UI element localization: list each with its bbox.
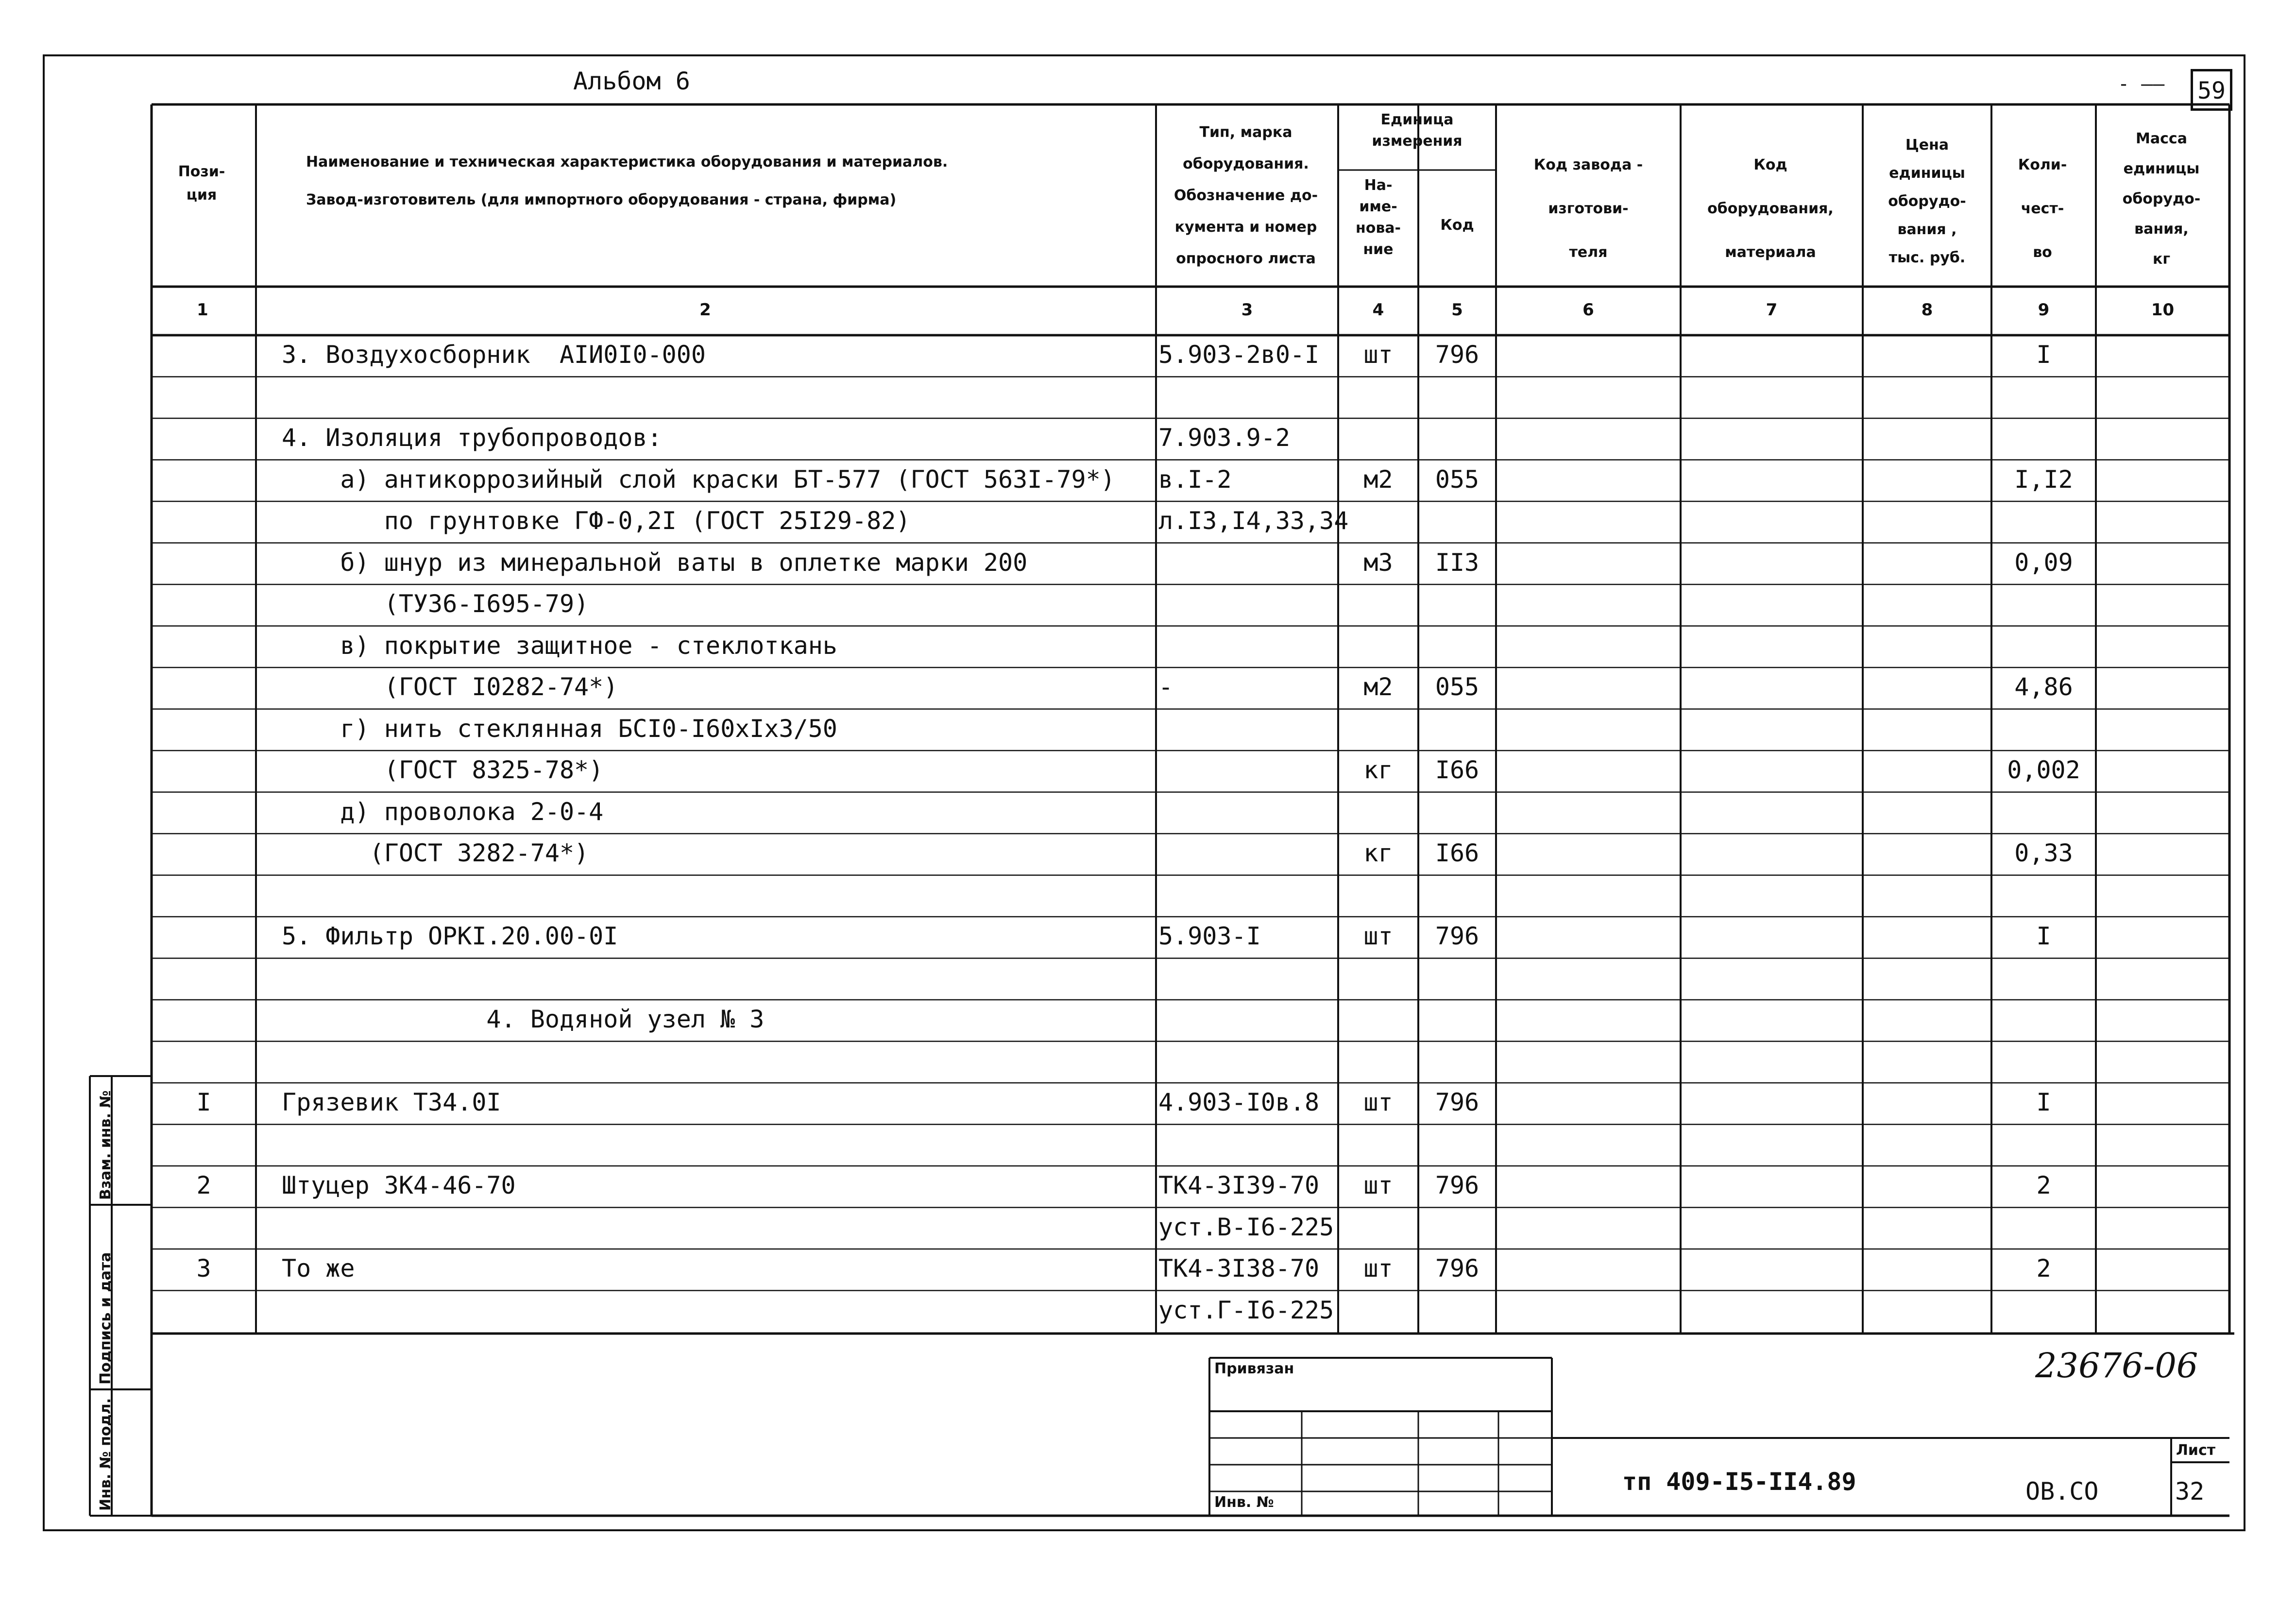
- col-header-1: Пози- ция: [178, 163, 225, 204]
- col-num-9: 9: [2038, 300, 2050, 320]
- stamp-bound-label: Привязан: [1214, 1360, 1294, 1377]
- row-type: 5.903-I: [1158, 922, 1261, 950]
- row-unit-code: 796: [1435, 1254, 1480, 1283]
- col-header-5: Код: [1440, 217, 1474, 234]
- row-name: по грунтовке ГФ-0,2I (ГОСТ 25I29-82): [282, 507, 911, 535]
- col-num-6: 6: [1582, 300, 1594, 320]
- row-unit-code: 796: [1435, 341, 1480, 369]
- row-quantity: I: [2036, 922, 2051, 950]
- row-name: (ГОСТ I0282-74*): [282, 673, 618, 701]
- row-type: 5.903-2в0-I: [1158, 341, 1320, 369]
- album-title: Альбом 6: [573, 67, 690, 95]
- col-header-4: На- име- нова- ние: [1355, 177, 1401, 258]
- row-unit-code: 055: [1435, 673, 1480, 701]
- row-unit: кг: [1363, 839, 1393, 867]
- col-num-2: 2: [699, 300, 711, 320]
- col-num-3: 3: [1241, 300, 1253, 320]
- row-unit: м2: [1363, 673, 1393, 701]
- row-type: 7.903.9-2: [1158, 424, 1290, 452]
- row-unit: м2: [1363, 465, 1393, 494]
- row-name: (ГОСТ 8325-78*): [282, 756, 604, 784]
- doc-section: ОВ.СО: [2025, 1477, 2099, 1505]
- stamp-sheet-number: 32: [2175, 1477, 2205, 1505]
- sheet-number: 59: [2191, 69, 2232, 111]
- row-unit-code: 796: [1435, 1171, 1480, 1199]
- row-unit-code: I66: [1435, 839, 1480, 867]
- row-unit: шт: [1363, 1171, 1393, 1199]
- row-name: д) проволока 2-0-4: [282, 797, 604, 826]
- stamp-inv-label: Инв. №: [1214, 1494, 1274, 1511]
- side-label-replaced-inv: Взам. инв. №: [97, 1090, 114, 1200]
- row-position: 2: [196, 1171, 211, 1199]
- row-name: в) покрытие защитное - стеклоткань: [282, 631, 837, 660]
- row-name: а) антикоррозийный слой краски БТ-577 (ГОСТ 563I-79*): [282, 465, 1115, 494]
- row-name: 5. Фильтр ОРКI.20.00-0I: [282, 922, 618, 950]
- col-header-10: Масса единицы оборудо- вания, кг: [2122, 130, 2201, 268]
- row-name: Штуцер 3К4-46-70: [282, 1171, 516, 1199]
- row-type: уст.Г-I6-225: [1158, 1296, 1334, 1324]
- col-header-3: Тип, марка оборудования. Обозначение до- кумента и номер опросного листа: [1174, 124, 1318, 267]
- row-unit: шт: [1363, 1088, 1393, 1116]
- header-dash: - ––: [2118, 73, 2165, 95]
- unit-group-header: Единица измерения: [1372, 111, 1463, 150]
- row-type: ТК4-3I39-70: [1158, 1171, 1320, 1199]
- row-name: То же: [282, 1254, 355, 1283]
- row-unit-code: II3: [1435, 548, 1480, 577]
- col-num-10: 10: [2151, 300, 2175, 320]
- side-label-original-inv: Инв. № подл.: [97, 1398, 114, 1511]
- row-name: Грязевик Т34.0I: [282, 1088, 501, 1116]
- row-type: ТК4-3I38-70: [1158, 1254, 1320, 1283]
- col-num-4: 4: [1372, 300, 1384, 320]
- row-unit-code: 055: [1435, 465, 1480, 494]
- row-unit: кг: [1363, 756, 1393, 784]
- row-type: 4.903-I0в.8: [1158, 1088, 1320, 1116]
- row-quantity: 4,86: [2014, 673, 2073, 701]
- row-unit: м3: [1363, 548, 1393, 577]
- row-name: 3. Воздухосборник АIИ0I0-000: [282, 341, 706, 369]
- row-type: л.I3,I4,33,34: [1158, 507, 1349, 535]
- col-header-7: Код оборудования, материала: [1707, 156, 1834, 261]
- row-unit-code: I66: [1435, 756, 1480, 784]
- row-quantity: 2: [2036, 1254, 2051, 1283]
- row-name: г) нить стеклянная БСI0-I60хIх3/50: [282, 714, 837, 743]
- col-header-9: Коли- чест- во: [2018, 156, 2067, 261]
- row-name: (ТУ36-I695-79): [282, 590, 589, 618]
- side-label-signature-date: Подпись и дата: [97, 1252, 114, 1385]
- col-num-8: 8: [1921, 300, 1933, 320]
- row-unit-code: 796: [1435, 922, 1480, 950]
- row-type: -: [1158, 673, 1174, 701]
- col-header-6: Код завода - изготови- теля: [1533, 156, 1643, 261]
- row-quantity: I,I2: [2014, 465, 2073, 494]
- col-num-1: 1: [197, 300, 208, 320]
- col-num-5: 5: [1451, 300, 1463, 320]
- row-name: б) шнур из минеральной ваты в оплетке марки 200: [282, 548, 1028, 577]
- row-quantity: 0,09: [2014, 548, 2073, 577]
- col-header-2: Наименование и техническая характеристика оборудования и материалов. Завод-изготовитель (для импортного оборудования - страна, фирма): [306, 154, 948, 208]
- handwritten-number: 23676-06: [2035, 1346, 2198, 1386]
- row-position: I: [196, 1088, 211, 1116]
- row-quantity: 0,33: [2014, 839, 2073, 867]
- row-quantity: 2: [2036, 1171, 2051, 1199]
- stamp-sheet-label: Лист: [2176, 1442, 2216, 1459]
- doc-code: тп 409-I5-II4.89: [1622, 1468, 1856, 1496]
- row-unit: шт: [1363, 341, 1393, 369]
- row-type: уст.В-I6-225: [1158, 1213, 1334, 1241]
- row-quantity: I: [2036, 341, 2051, 369]
- col-num-7: 7: [1766, 300, 1778, 320]
- row-quantity: 0,002: [2007, 756, 2080, 784]
- row-type: в.I-2: [1158, 465, 1232, 494]
- row-unit: шт: [1363, 922, 1393, 950]
- col-header-8: Цена единицы оборудо- вания , тыс. руб.: [1888, 137, 1966, 266]
- row-quantity: I: [2036, 1088, 2051, 1116]
- row-position: 3: [196, 1254, 211, 1283]
- row-name: 4. Водяной узел № 3: [282, 1005, 765, 1033]
- row-name: (ГОСТ 3282-74*): [282, 839, 589, 867]
- row-unit: шт: [1363, 1254, 1393, 1283]
- row-unit-code: 796: [1435, 1088, 1480, 1116]
- row-name: 4. Изоляция трубопроводов:: [282, 424, 662, 452]
